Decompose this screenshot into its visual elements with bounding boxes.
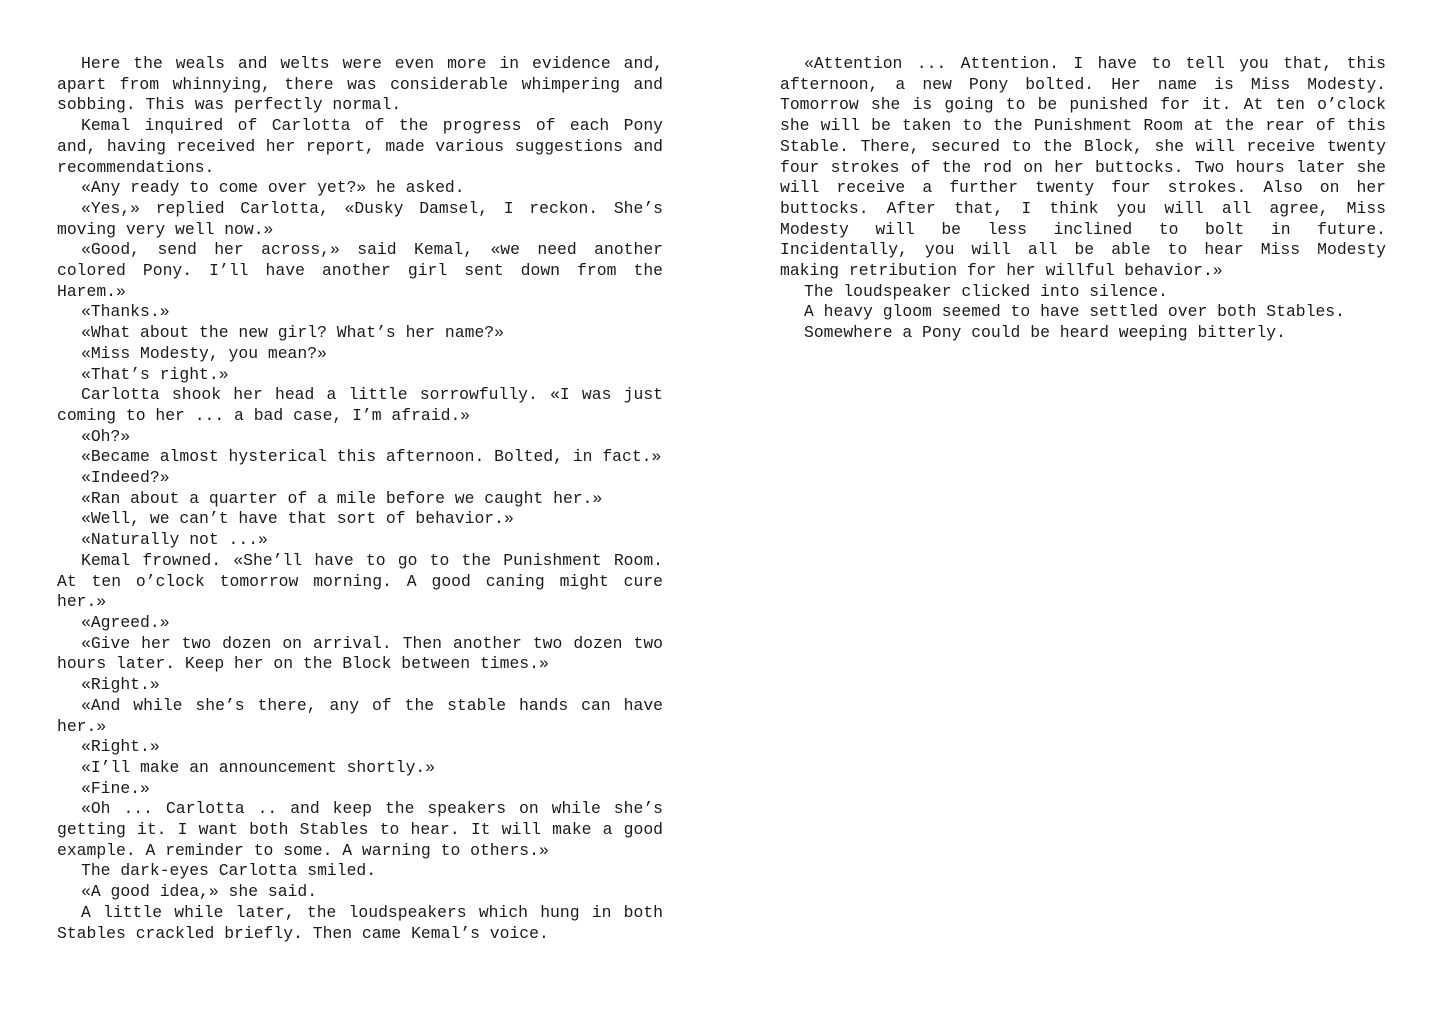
paragraph: Somewhere a Pony could be heard weeping bitterly. [804, 323, 1286, 343]
paragraph: «Ran about a quarter of a mile before we caught her.» [81, 488, 603, 508]
paragraph: «Attention ... Attention. I have to tell you that, this afternoon, a new Pony bolted. Her name is Miss Modesty. Tomorrow she is going to be punished for it. At ten o’clock she will be taken to the Punishment Room at the rear of this Stable. There, secured to the Block, she will receive twenty four strokes of the rod on her buttocks. Two hours later she will receive a further twenty four strokes. Also on her buttocks. After that, I think you will all agree, Miss Modesty will be less inclined to bolt in future. Incidentally, you will all be able to hear Miss Modesty making retribution for her willful behavior.» [780, 54, 1386, 281]
paragraph: «Oh ... Carlotta .. and keep the speakers on while she’s getting it. I want both Stables to hear. It will make a good example. A reminder to some. A warning to others.» [57, 799, 663, 860]
paragraph: Kemal frowned. «She’ll have to go to the Punishment Room. At ten o’clock tomorrow morning. A good caning might cure her.» [57, 550, 663, 612]
paragraph: «Became almost hysterical this afternoon. Bolted, in fact.» [81, 447, 662, 467]
paragraph: «Yes,» replied Carlotta, «Dusky Damsel, I reckon. She’s moving very well now.» [57, 198, 663, 239]
paragraph: A little while later, the loudspeakers which hung in both Stables crackled briefly. Then came Kemal’s voice. [57, 902, 663, 943]
paragraph: «Well, we can’t have that sort of behavior.» [81, 509, 514, 529]
paragraph: «Indeed?» [81, 468, 170, 488]
paragraph: Carlotta shook her head a little sorrowfully. «I was just coming to her ... a bad case, I’m afraid.» [57, 385, 663, 425]
paragraph: Here the weals and welts were even more in evidence and, apart from whinnying, there was considerable whimpering and sobbing. This was perfectly normal. [57, 54, 663, 115]
paragraph: «Naturally not ...» [81, 530, 268, 550]
paragraph: A heavy gloom seemed to have settled over both Stables. [804, 302, 1345, 322]
paragraph: «And while she’s there, any of the stable hands can have her.» [57, 695, 663, 736]
right-page [780, 54, 1386, 344]
paragraph: «Good, send her across,» said Kemal, «we need another colored Pony. I’ll have another girl sent down from the Harem.» [57, 240, 663, 301]
paragraph: «Fine.» [81, 778, 150, 798]
paragraph: «Give her two dozen on arrival. Then another two dozen two hours later. Keep her on the Block between times.» [57, 633, 663, 674]
paragraph: «A good idea,» she said. [81, 882, 318, 902]
paragraph: «Any ready to come over yet?» he asked. [81, 178, 465, 198]
left-page [57, 54, 663, 944]
paragraph: «I’ll make an announcement shortly.» [81, 757, 436, 777]
paragraph: Kemal inquired of Carlotta of the progress of each Pony and, having received her report, made various suggestions and recommendations. [57, 116, 663, 177]
paragraph: «That’s right.» [81, 364, 229, 384]
paragraph: «Right.» [81, 675, 160, 695]
paragraph: «Thanks.» [81, 302, 170, 322]
paragraph: «Agreed.» [81, 612, 170, 632]
paragraph: «Right.» [81, 737, 160, 757]
paragraph: «Oh?» [81, 426, 131, 446]
paragraph: The loudspeaker clicked into silence. [804, 281, 1168, 301]
paragraph: «Miss Modesty, you mean?» [81, 343, 327, 363]
paragraph: The dark-eyes Carlotta smiled. [81, 861, 377, 881]
paragraph: «What about the new girl? What’s her name?» [81, 323, 504, 343]
